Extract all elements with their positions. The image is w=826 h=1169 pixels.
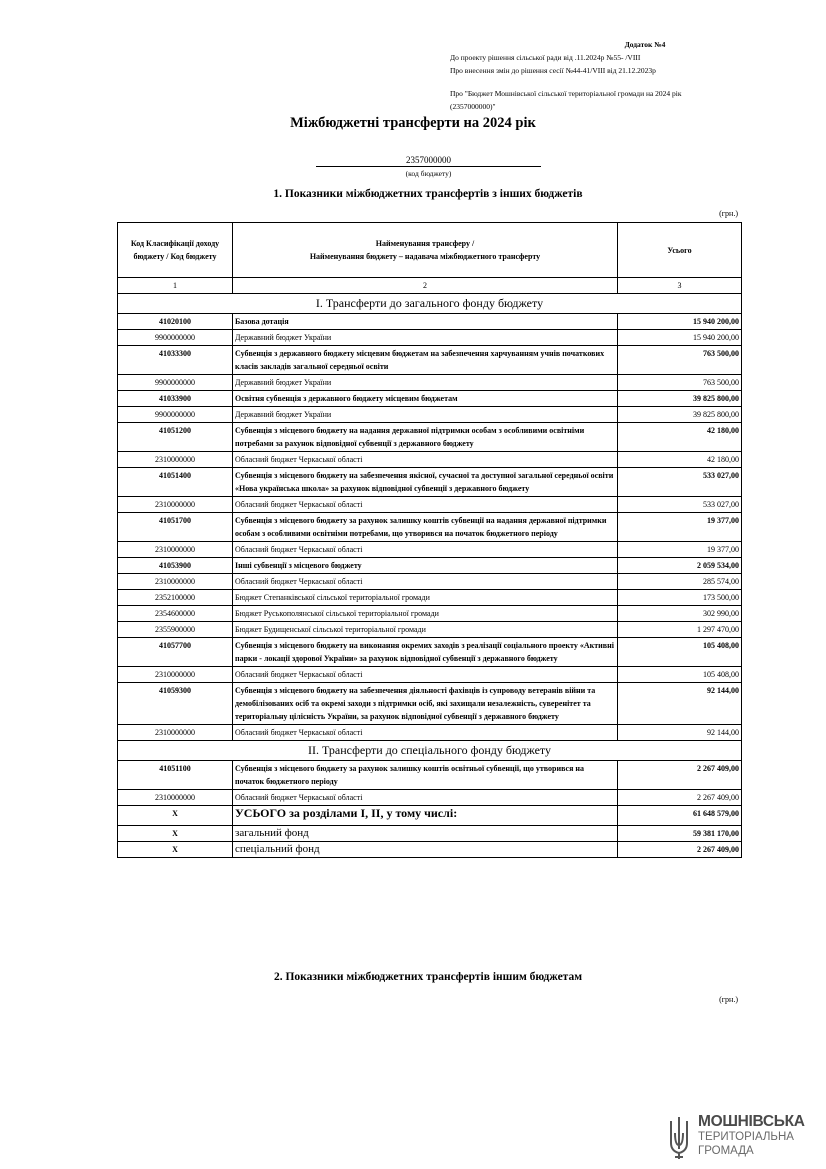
tryzub-icon: [668, 1115, 690, 1161]
row-code: 2310000000: [118, 497, 233, 513]
row-amount: 533 027,00: [618, 468, 742, 497]
row-name: Обласний бюджет Черкаської області: [233, 542, 618, 558]
row-name: Субвенція з місцевого бюджету за рахунок залишку коштів освітньої субвенції, що утворився на початок бюджетного періоду: [233, 761, 618, 790]
row-amount: 302 990,00: [618, 606, 742, 622]
row-code: 2354600000: [118, 606, 233, 622]
section-2-label: II. Трансферти до спеціального фонду бюджету: [118, 741, 742, 761]
budget-code-block: [316, 155, 541, 178]
appendix-line-1: До проекту рішення сільської ради від .11.2024р №55- /VIII: [450, 53, 641, 62]
row-amount: 105 408,00: [618, 667, 742, 683]
appendix-number: Додаток №4: [624, 40, 666, 49]
table-row: [118, 590, 742, 606]
table-row: [118, 638, 742, 667]
table-row: [118, 375, 742, 391]
row-name: загальний фонд: [233, 826, 618, 842]
row-name: Освітня субвенція з державного бюджету місцевим бюджетам: [233, 391, 618, 407]
row-amount: 2 059 534,00: [618, 558, 742, 574]
table-row: [118, 761, 742, 790]
row-code: 2310000000: [118, 574, 233, 590]
row-code: 2310000000: [118, 667, 233, 683]
row-amount: 19 377,00: [618, 513, 742, 542]
row-name: УСЬОГО за розділами I, II, у тому числі:: [233, 806, 618, 826]
row-name: Обласний бюджет Черкаської області: [233, 574, 618, 590]
table-row: [118, 683, 742, 725]
row-amount: 2 267 409,00: [618, 761, 742, 790]
row-amount: 39 825 800,00: [618, 407, 742, 423]
row-name: Обласний бюджет Черкаської області: [233, 790, 618, 806]
row-code: 41020100: [118, 314, 233, 330]
row-name: Бюджет Будищенської сільської територіальної громади: [233, 622, 618, 638]
row-name: Субвенція з місцевого бюджету на виконання окремих заходів з реалізації соціального проекту «Активні парки - локації здорової України» за рахунок відповідної субвенції з державного бюджету: [233, 638, 618, 667]
header-name-line-2: Найменування бюджету – надавача міжбюджетного трансферту: [309, 252, 541, 261]
row-name: спеціальний фонд: [233, 842, 618, 858]
table-row: [118, 468, 742, 497]
row-name: Державний бюджет України: [233, 407, 618, 423]
row-amount: 763 500,00: [618, 375, 742, 391]
col-number-2: 2: [233, 278, 618, 294]
row-code: 2310000000: [118, 542, 233, 558]
row-name: Обласний бюджет Черкаської області: [233, 452, 618, 468]
logo: [668, 1113, 808, 1165]
row-amount: 105 408,00: [618, 638, 742, 667]
row-amount: 92 144,00: [618, 683, 742, 725]
appendix-line-2: Про внесення змін до рішення сесії №44-41/VIII від 21.12.2023р: [450, 66, 656, 75]
table-row: [118, 330, 742, 346]
row-code: 9900000000: [118, 407, 233, 423]
table-row: [118, 513, 742, 542]
row-code: 2310000000: [118, 725, 233, 741]
header-name: [233, 223, 618, 278]
row-code: X: [118, 806, 233, 826]
logo-line-1: МОШНІВСЬКА: [698, 1113, 805, 1130]
section-2-row: [118, 741, 742, 761]
row-name: Субвенція з місцевого бюджету за рахунок залишку коштів субвенції на надання державної підтримки особам з особливими освітніми потребами, що утворився на початок бюджетного періоду: [233, 513, 618, 542]
table-row: [118, 606, 742, 622]
table-row: [118, 667, 742, 683]
row-name: Обласний бюджет Черкаської області: [233, 497, 618, 513]
row-amount: 763 500,00: [618, 346, 742, 375]
table-row: [118, 725, 742, 741]
appendix-line-4: (2357000000)": [450, 102, 496, 111]
row-code: 41051200: [118, 423, 233, 452]
appendix-line-3: Про "Бюджет Мошнівської сільської територіальної громади на 2024 рік: [450, 89, 682, 98]
row-code: 2310000000: [118, 452, 233, 468]
unit-label-1: (грн.): [719, 209, 738, 218]
row-code: 2352100000: [118, 590, 233, 606]
row-amount: 285 574,00: [618, 574, 742, 590]
table-row: [118, 407, 742, 423]
table-row: [118, 542, 742, 558]
row-code: 2355900000: [118, 622, 233, 638]
table-row: [118, 346, 742, 375]
row-code: 41053900: [118, 558, 233, 574]
row-amount: 92 144,00: [618, 725, 742, 741]
row-amount: 42 180,00: [618, 452, 742, 468]
row-name: Державний бюджет України: [233, 330, 618, 346]
row-code: X: [118, 842, 233, 858]
budget-code-caption: (код бюджету): [405, 169, 452, 178]
row-name: Інші субвенції з місцевого бюджету: [233, 558, 618, 574]
table-row: [118, 622, 742, 638]
column-number-row: [118, 278, 742, 294]
row-name: Бюджет Степанківської сільської територіальної громади: [233, 590, 618, 606]
row-code: 41057700: [118, 638, 233, 667]
row-amount: 61 648 579,00: [618, 806, 742, 826]
row-code: X: [118, 826, 233, 842]
section-2-title: 2. Показники міжбюджетних трансфертів іншим бюджетам: [273, 971, 583, 983]
table-row: [118, 574, 742, 590]
row-name: Субвенція з місцевого бюджету на забезпечення якісної, сучасної та доступної загальної середньої освіти «Нова українська школа» за рахунок відповідної субвенції з державного бюджету: [233, 468, 618, 497]
row-amount: 1 297 470,00: [618, 622, 742, 638]
row-amount: 39 825 800,00: [618, 391, 742, 407]
row-code: 2310000000: [118, 790, 233, 806]
row-name: Базова дотація: [233, 314, 618, 330]
row-amount: 42 180,00: [618, 423, 742, 452]
row-name: Субвенція з місцевого бюджету на забезпечення діяльності фахівців із супроводу ветеранів війни та демобілізованих осіб та окремі заходи з підтримки осіб, які захищали незалежність, суверенітет та територіальну цілісність України, за рахунок відповідної субвенції з державного бюджету: [233, 683, 618, 725]
row-amount: 2 267 409,00: [618, 842, 742, 858]
table-row: [118, 314, 742, 330]
row-name: Обласний бюджет Черкаської області: [233, 725, 618, 741]
row-amount: 15 940 200,00: [618, 330, 742, 346]
table-header-row: [118, 223, 742, 278]
row-amount: 15 940 200,00: [618, 314, 742, 330]
logo-line-3: ГРОМАДА: [698, 1145, 754, 1157]
table-row: [118, 423, 742, 452]
row-amount: 173 500,00: [618, 590, 742, 606]
row-code: 41051700: [118, 513, 233, 542]
appendix-block: [450, 38, 780, 113]
section-1-row: [118, 294, 742, 314]
table-row: [118, 497, 742, 513]
table-row: [118, 558, 742, 574]
row-code: 41033900: [118, 391, 233, 407]
header-code: Код Класифікації доходу бюджету / Код бюджету: [118, 223, 233, 278]
row-amount: 19 377,00: [618, 542, 742, 558]
document-title: Міжбюджетні трансферти на 2024 рік: [290, 115, 536, 131]
transfers-table: [117, 222, 742, 858]
row-amount: 533 027,00: [618, 497, 742, 513]
row-name: Субвенція з місцевого бюджету на надання державної підтримки особам з особливими освітніми потребами за рахунок відповідної субвенції з державного бюджету: [233, 423, 618, 452]
row-amount: 2 267 409,00: [618, 790, 742, 806]
header-name-line-1: Найменування трансферу /: [375, 239, 475, 248]
total-row: [118, 806, 742, 826]
row-code: 41051100: [118, 761, 233, 790]
row-name: Бюджет Руськополянської сільської територіальної громади: [233, 606, 618, 622]
row-code: 41059300: [118, 683, 233, 725]
table-row: [118, 790, 742, 806]
col-number-1: 1: [118, 278, 233, 294]
logo-line-2: ТЕРИТОРІАЛЬНА: [698, 1131, 794, 1143]
table-row: [118, 391, 742, 407]
col-number-3: 3: [618, 278, 742, 294]
section-1-label: I. Трансферти до загального фонду бюджету: [118, 294, 742, 314]
row-code: 41033300: [118, 346, 233, 375]
row-amount: 59 381 170,00: [618, 826, 742, 842]
section-1-title: 1. Показники міжбюджетних трансфертів з інших бюджетів: [273, 188, 583, 200]
header-total: Усього: [618, 223, 742, 278]
row-name: Обласний бюджет Черкаської області: [233, 667, 618, 683]
unit-label-2: (грн.): [719, 995, 738, 1004]
budget-code-value: 2357000000: [316, 155, 541, 167]
row-name: Державний бюджет України: [233, 375, 618, 391]
row-code: 9900000000: [118, 330, 233, 346]
fund-total-row: [118, 842, 742, 858]
row-code: 9900000000: [118, 375, 233, 391]
fund-total-row: [118, 826, 742, 842]
row-code: 41051400: [118, 468, 233, 497]
table-row: [118, 452, 742, 468]
row-name: Субвенція з державного бюджету місцевим бюджетам на забезпечення харчуванням учнів початкових класів закладів загальної середньої освіти: [233, 346, 618, 375]
